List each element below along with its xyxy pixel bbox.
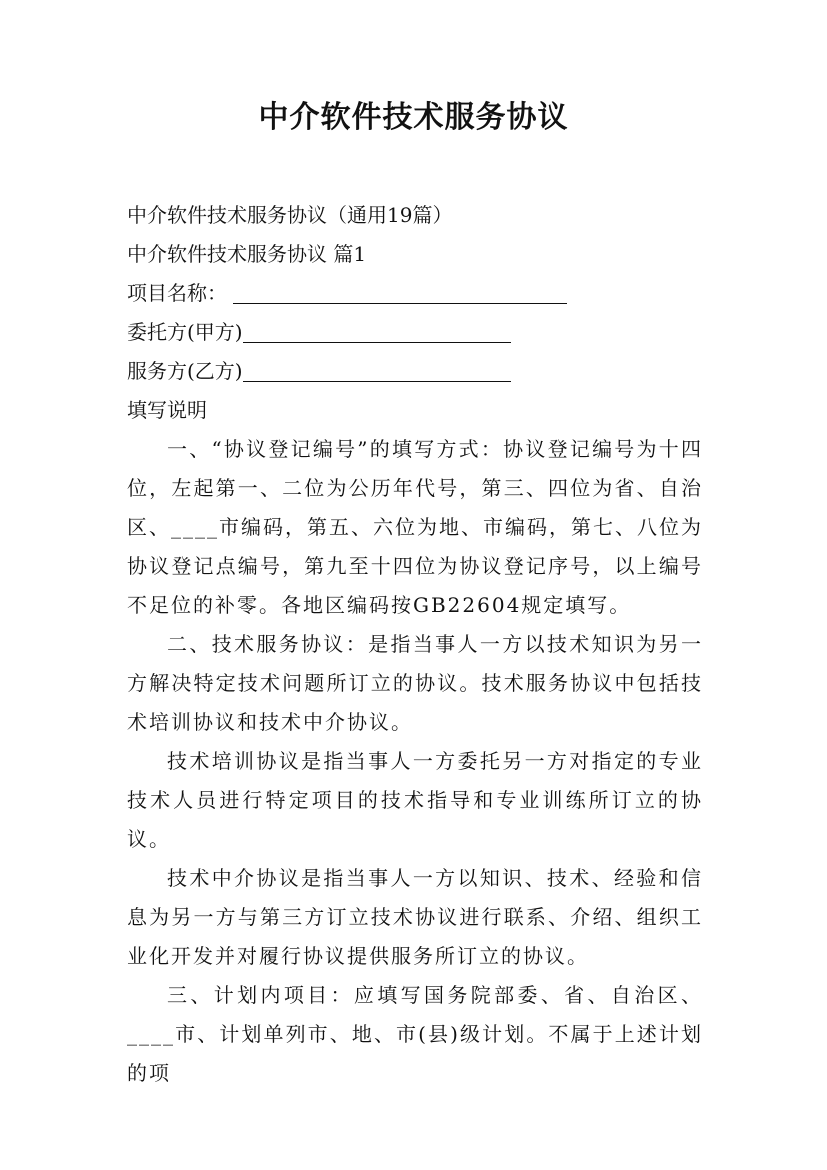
project-name-blank	[233, 281, 567, 304]
paragraph-technical-service: 二、技术服务协议：是指当事人一方以技术知识为另一方解决特定技术问题所订立的协议。技术服务协议中包括技术培训协议和技术中介协议。	[127, 632, 703, 734]
paragraph-registration-number: 一、“协议登记编号”的填写方式：协议登记编号为十四位，左起第一、二位为公历年代号，第三、四位为省、自治区、____市编码，第五、六位为地、市编码，第七、八位为协议登记点编号，第九至十四位为协议登记序号，以上编号不足位的补零。各地区编码按GB22604规定填写。	[127, 437, 703, 617]
document-body	[127, 196, 703, 1093]
paragraph-technical-intermediary: 技术中介协议是指当事人一方以知识、技术、经验和信息为另一方与第三方订立技术协议进行联系、介绍、组织工业化开发并对履行协议提供服务所订立的协议。	[127, 866, 703, 968]
paragraph-planned-project: 三、计划内项目：应填写国务院部委、省、自治区、____市、计划单列市、地、市(县)级计划。不属于上述计划的项	[127, 983, 703, 1085]
paragraph-technical-training: 技术培训协议是指当事人一方委托另一方对指定的专业技术人员进行特定项目的技术指导和专业训练所订立的协议。	[127, 749, 703, 851]
article-heading: 中介软件技术服务协议 篇1	[127, 242, 367, 266]
project-name-field	[127, 274, 703, 313]
provider-field	[127, 352, 703, 391]
document-subtitle: 中介软件技术服务协议（通用19篇）	[127, 203, 453, 227]
provider-blank	[243, 359, 511, 382]
document-title: 中介软件技术服务协议	[258, 100, 569, 135]
client-blank	[243, 320, 511, 343]
instructions-heading: 填写说明	[127, 398, 207, 422]
project-name-label: 项目名称：	[127, 281, 227, 305]
provider-label: 服务方(乙方)	[127, 359, 243, 383]
client-label: 委托方(甲方)	[127, 320, 243, 344]
client-field	[127, 313, 703, 352]
